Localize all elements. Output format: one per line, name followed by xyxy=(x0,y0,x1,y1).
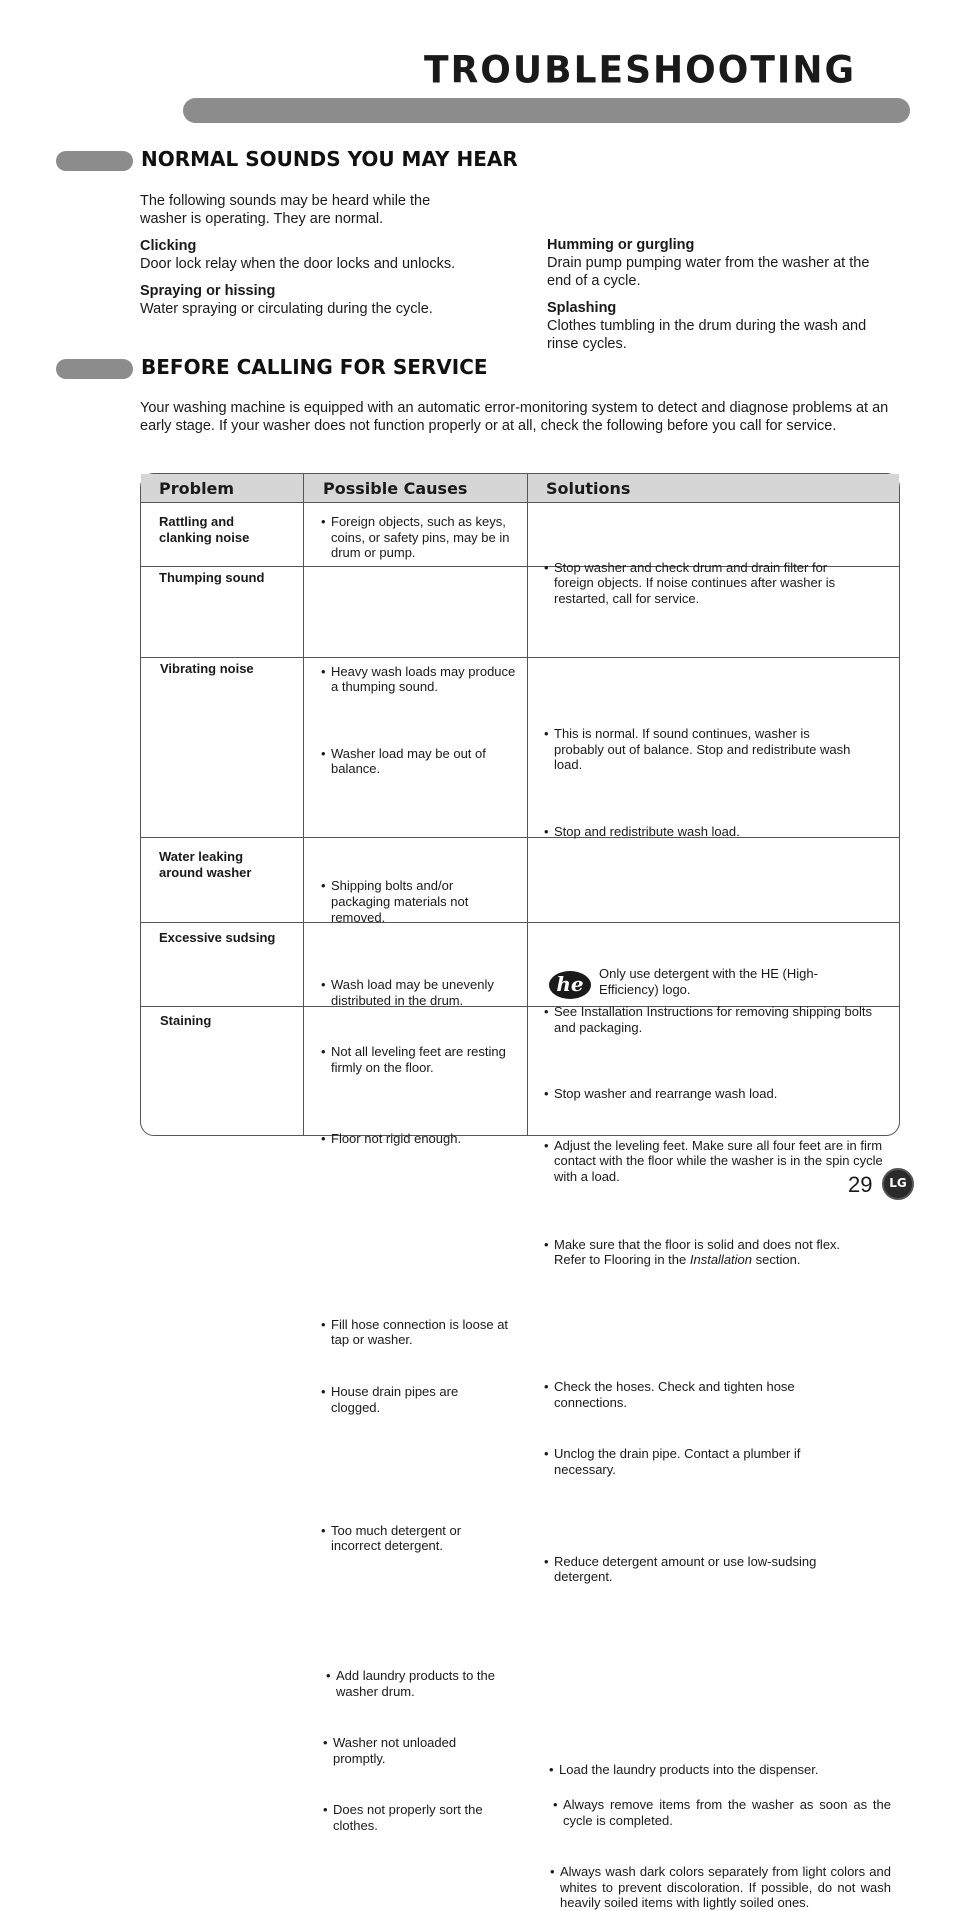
cause-item: • Add laundry products to the washer drum. xyxy=(326,1668,521,1699)
solution-item: • This is normal. If sound continues, washer is probably out of balance. Stop and redistribute wash load. xyxy=(544,726,854,773)
solution-item: • Stop and redistribute wash load. xyxy=(544,824,864,840)
cause-item: • Washer not unloaded promptly. xyxy=(323,1735,493,1766)
sound-item-title: Splashing xyxy=(547,300,617,316)
cause-item: • Foreign objects, such as keys, coins, or safety pins, may be in drum or pump. xyxy=(321,514,521,561)
sound-item-text: Water spraying or circulating during the cycle. xyxy=(140,301,433,317)
he-note: Only use detergent with the HE (High-Efficiency) logo. xyxy=(599,966,818,997)
cause-item: • Floor not rigid enough. xyxy=(321,1131,521,1147)
header-solutions: Solutions xyxy=(546,479,631,498)
sound-item-splashing xyxy=(547,299,892,353)
solution-item: • Always wash dark colors separately from light colors and whites to prevent discoloration. If possible, do not wash heavily soiled items with lightly soiled ones. xyxy=(550,1864,891,1911)
normal-sounds-intro: The following sounds may be heard while the washer is operating. They are normal. xyxy=(140,193,431,227)
cause-item: • Wash load may be unevenly distributed in the drum. xyxy=(321,977,521,1008)
problem-vibrating: Vibrating noise xyxy=(160,661,254,676)
solution-item: • Always remove items from the washer as soon as the cycle is completed. xyxy=(553,1797,891,1828)
title-divider-bar xyxy=(183,98,910,123)
row-divider xyxy=(141,922,899,923)
cause-item: • Fill hose connection is loose at tap or washer. xyxy=(321,1317,516,1348)
solution-item: • Stop washer and check drum and drain filter for foreign objects. If noise continues after washer is restarted, call for service. xyxy=(544,560,864,607)
page-title: TROUBLESHOOTING xyxy=(424,48,856,93)
problem-rattling: Rattling and clanking noise xyxy=(159,514,250,545)
cause-item: • Heavy wash loads may produce a thumping sound. xyxy=(321,664,516,695)
solution-text: Make sure that the floor is solid and does not flex. Refer to Flooring in the xyxy=(554,1236,841,1268)
lg-logo-icon: LG xyxy=(882,1168,914,1200)
sound-item-title: Spraying or hissing xyxy=(140,283,276,299)
problem-staining: Staining xyxy=(160,1013,212,1028)
solution-emphasis: Installation xyxy=(689,1252,753,1268)
solution-item: • Reduce detergent amount or use low-sudsing detergent. xyxy=(544,1554,854,1585)
solution-text: section. xyxy=(752,1252,801,1268)
solution-item: • Load the laundry products into the dispenser. xyxy=(549,1762,869,1778)
cause-item: • Shipping bolts and/or packaging materials not removed. xyxy=(321,878,506,925)
sound-item-text: Clothes tumbling in the drum during the wash and rinse cycles. xyxy=(547,318,867,352)
sound-item-spraying xyxy=(140,282,520,318)
column-divider xyxy=(527,474,528,1135)
page-number: 29 xyxy=(848,1172,873,1197)
solution-item: • Unclog the drain pipe. Contact a plumber if necessary. xyxy=(544,1446,834,1477)
solution-item: • Check the hoses. Check and tighten hose connections. xyxy=(544,1379,834,1410)
row-divider xyxy=(141,657,899,658)
sound-item-title: Clicking xyxy=(140,238,197,254)
header-causes: Possible Causes xyxy=(323,479,468,498)
he-logo-icon: he xyxy=(549,971,591,999)
solution-item-flooring xyxy=(544,1237,874,1268)
cause-item: • Not all leveling feet are resting firmly on the floor. xyxy=(321,1044,521,1075)
section-marker-pill xyxy=(56,151,133,171)
cause-item: • Too much detergent or incorrect detergent. xyxy=(321,1523,491,1554)
normal-sounds-heading: NORMAL SOUNDS YOU MAY HEAR xyxy=(141,147,518,171)
cause-item: • House drain pipes are clogged. xyxy=(321,1384,496,1415)
sound-item-clicking xyxy=(140,237,520,273)
sound-item-text: Drain pump pumping water from the washer at the end of a cycle. xyxy=(547,255,870,289)
sound-item-title: Humming or gurgling xyxy=(547,237,695,253)
problem-thumping: Thumping sound xyxy=(159,570,265,585)
header-problem: Problem xyxy=(159,479,235,498)
cause-item: • Washer load may be out of balance. xyxy=(321,746,496,777)
sound-item-text: Door lock relay when the door locks and unlocks. xyxy=(140,256,456,272)
section-marker-pill xyxy=(56,359,133,379)
solution-item: • Stop washer and rearrange wash load. xyxy=(544,1086,874,1102)
column-divider xyxy=(303,474,304,1135)
service-heading: BEFORE CALLING FOR SERVICE xyxy=(141,355,488,379)
sound-item-humming xyxy=(547,236,892,290)
problem-leaking: Water leaking around washer xyxy=(159,849,252,880)
cause-item: • Does not properly sort the clothes. xyxy=(323,1802,513,1833)
service-intro: Your washing machine is equipped with an automatic error-monitoring system to detect and diagnose problems at an early stage. If your washer does not function properly or at all, check the following before you call for service. xyxy=(140,400,889,434)
problem-sudsing: Excessive sudsing xyxy=(159,930,276,945)
solution-item: • Adjust the leveling feet. Make sure all four feet are in firm contact with the floor while the washer is in the spin cycle with a load. xyxy=(544,1138,884,1185)
table-header xyxy=(141,474,899,503)
solution-item: • See Installation Instructions for removing shipping bolts and packaging. xyxy=(544,1004,874,1035)
